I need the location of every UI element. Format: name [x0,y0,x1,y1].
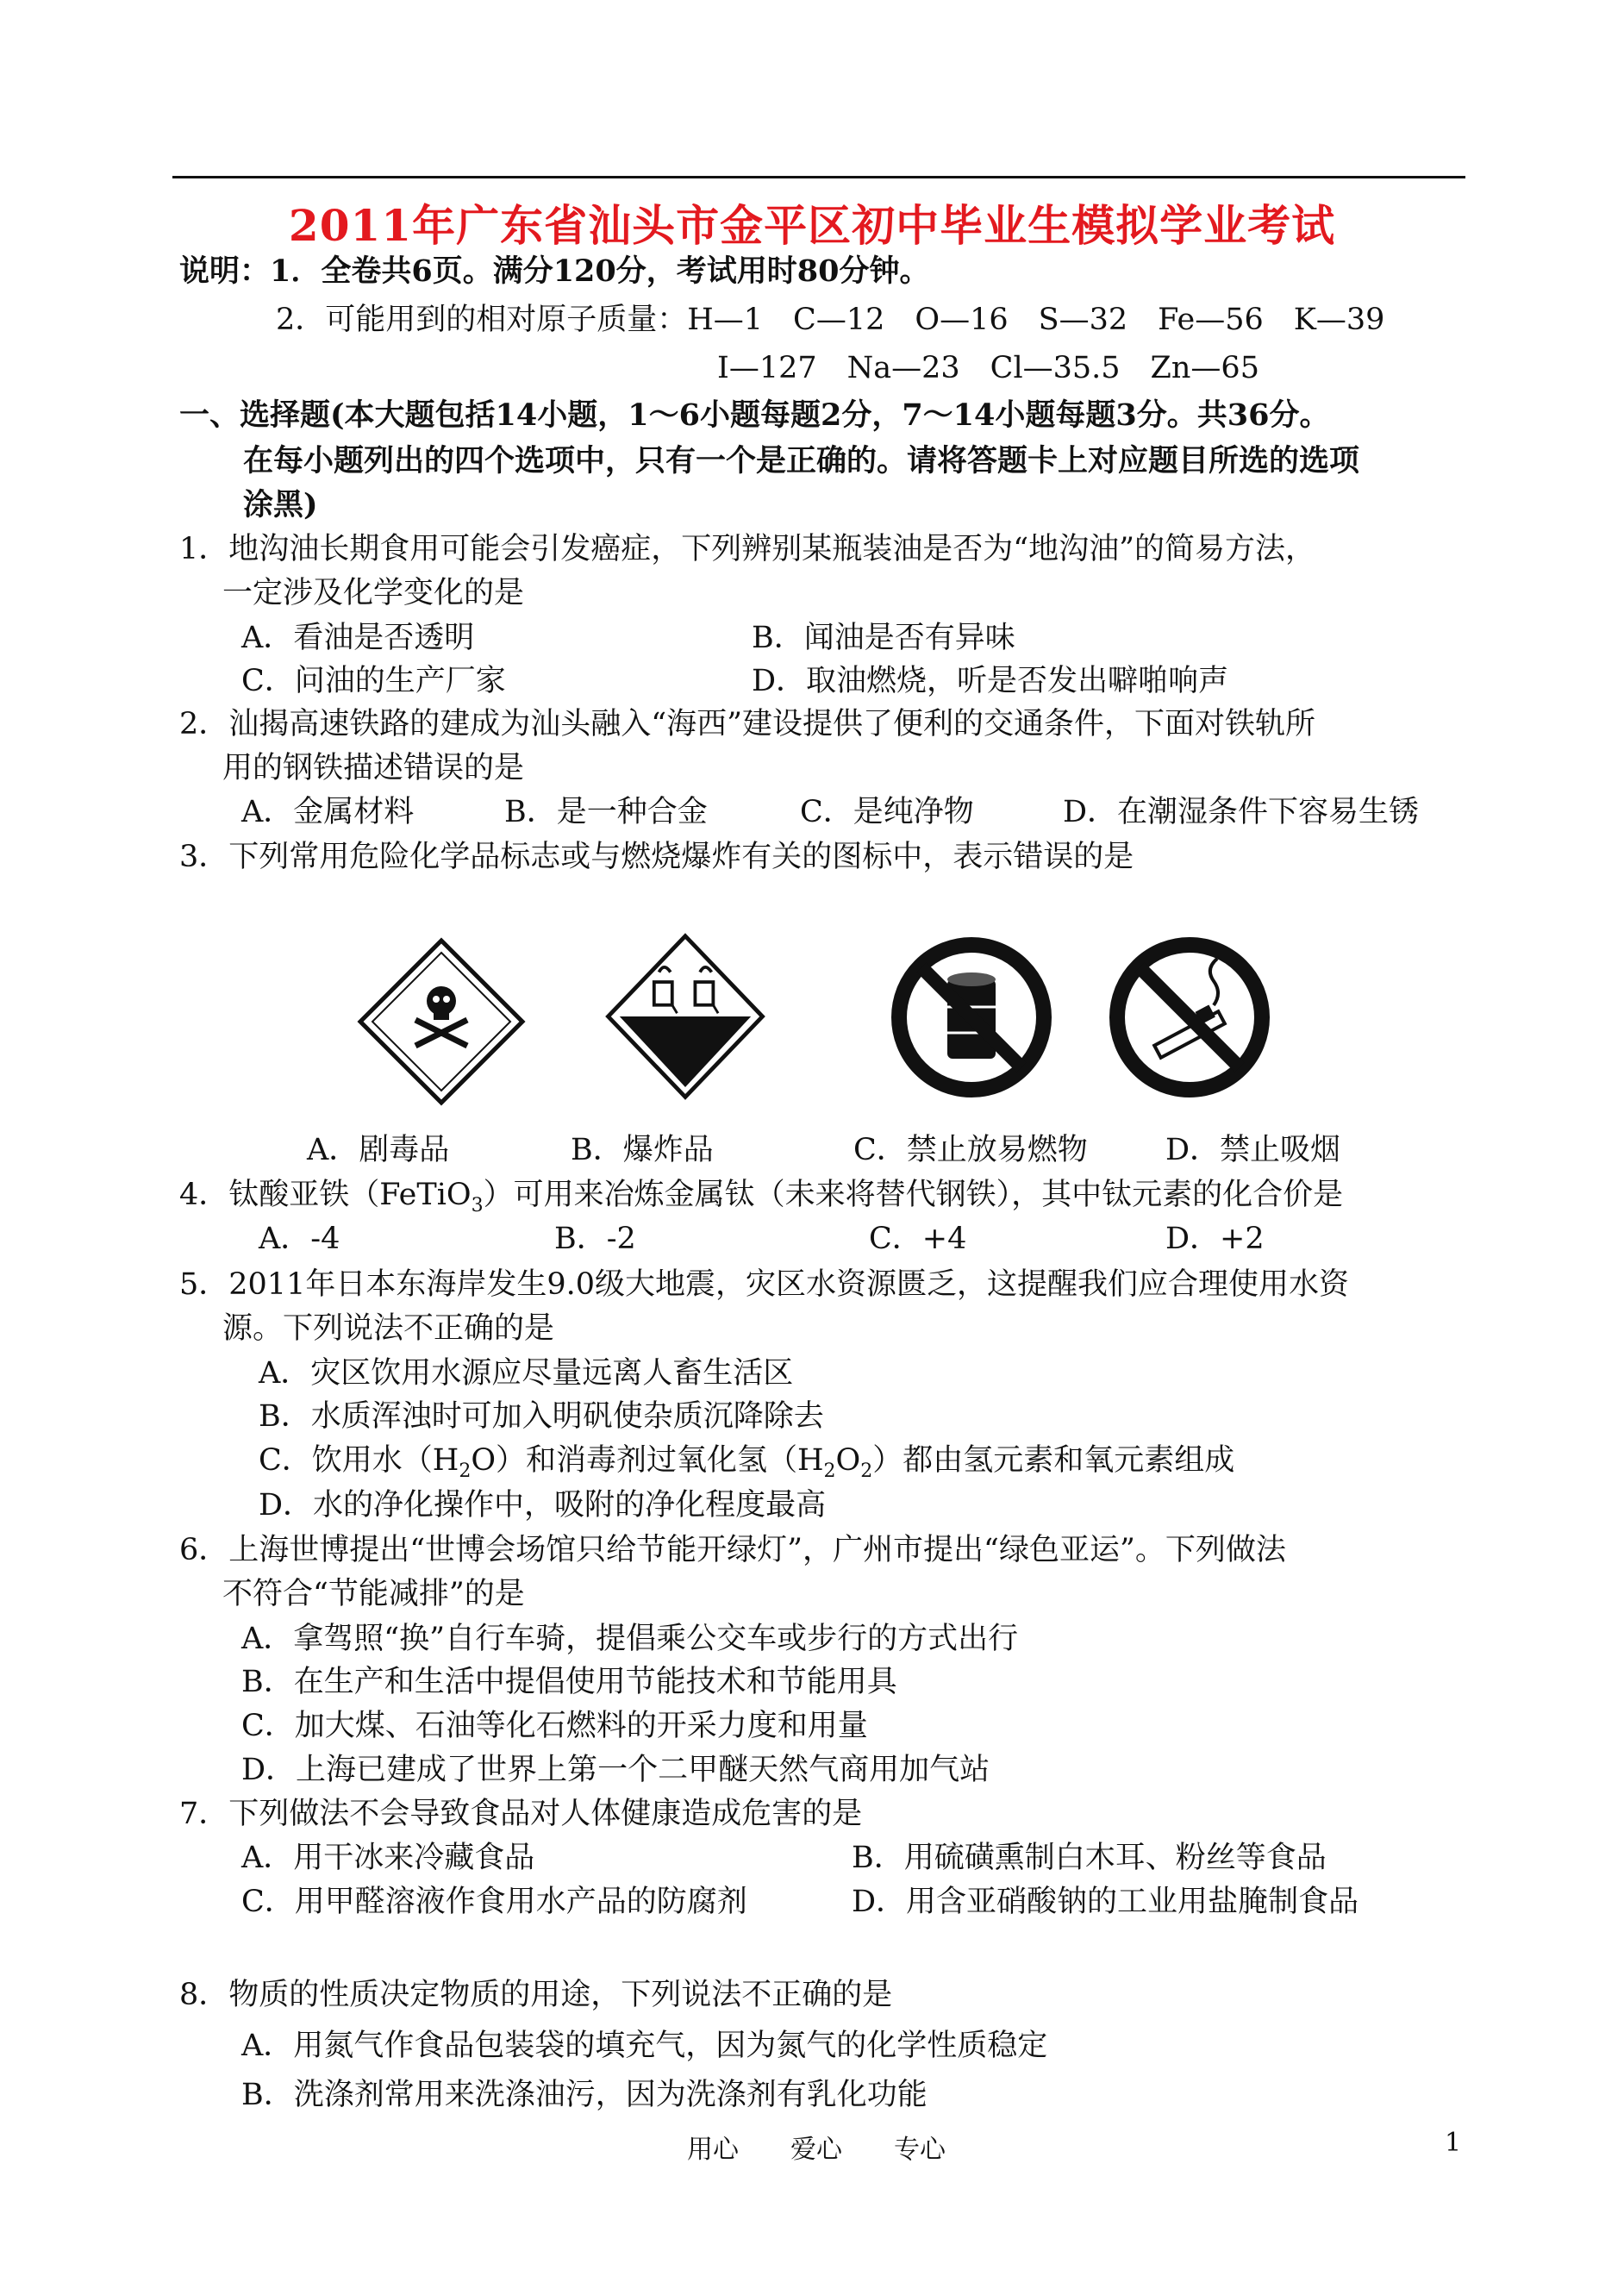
q6-option-d: D．上海已建成了世界上第一个二甲醚天然气商用加气站 [241,1753,990,1787]
q5-c-part-4: ）都由氢元素和氧元素组成 [872,1443,1235,1478]
q2-option-c: C．是纯净物 [800,795,974,829]
q3-option-c: C．禁止放易燃物 [853,1133,1088,1167]
no-flammable-materials-icon [885,931,1058,1104]
q4-subscript: 3 [471,1195,484,1216]
q7-option-d: D．用含亚硝酸钠的工业用盐腌制食品 [852,1885,1359,1919]
q5-option-a: A．灾区饮用水源应尽量远离人畜生活区 [259,1356,794,1391]
section-heading-line-1: 一、选择题(本大题包括14小题，1～6小题每题2分，7～14小题每题3分。共36分。 [179,397,1330,433]
q5-c-part-3: O [835,1443,861,1478]
q3-option-b: B．爆炸品 [571,1133,714,1167]
instructions-line-3: I—127 Na—23 Cl—35.5 Zn—65 [717,351,1259,385]
q4-option-d: D．+2 [1165,1222,1265,1256]
q5-option-b: B．水质浑浊时可加入明矾使杂质沉降除去 [259,1399,824,1434]
q5-c-part-2: O）和消毒剂过氧化氢（H [471,1443,824,1478]
instructions-line-2: 2．可能用到的相对原子质量：H—1 C—12 O—16 S—32 Fe—56 K—39 [276,303,1385,337]
q8-option-a: A．用氮气作食品包装袋的填充气，因为氮气的化学性质稳定 [241,2029,1048,2063]
q7-stem: 7．下列做法不会导致食品对人体健康造成危害的是 [179,1797,863,1831]
q5-c-part-1: C．饮用水（H [259,1443,459,1478]
q4-option-b: B．-2 [554,1222,636,1256]
q1-option-d: D．取油燃烧，听是否发出噼啪响声 [752,664,1229,698]
q5-c-sub-2: 2 [823,1460,836,1482]
footer-motto: 用心 爱心 专心 [687,2135,946,2165]
q8-stem: 8．物质的性质决定物质的用途，下列说法不正确的是 [179,1978,893,2012]
page-number: 1 [1445,2128,1462,2158]
q1-option-b: B．闻油是否有异味 [752,621,1015,655]
q4-stem [179,1176,1343,1225]
page-title: 2011年广东省汕头市金平区初中毕业生模拟学业考试 [288,200,1336,251]
q4-option-a: A．-4 [259,1222,340,1256]
q2-stem-line-1: 2．汕揭高速铁路的建成为汕头融入“海西”建设提供了便利的交通条件，下面对铁轨所 [179,707,1316,741]
q4-option-c: C．+4 [869,1222,967,1256]
q4-stem-suffix: ）可用来冶炼金属钛（未来将替代钢铁），其中钛元素的化合价是 [483,1178,1344,1212]
q7-option-a: A．用干冰来冷藏食品 [241,1841,535,1875]
q6-option-c: C．加大煤、石油等化石燃料的开采力度和用量 [241,1709,868,1743]
section-heading-line-3: 涂黑) [243,487,318,522]
q1-option-a: A．看油是否透明 [241,621,475,655]
corrosive-sign-icon [599,931,771,1104]
q7-option-c: C．用甲醛溶液作食用水产品的防腐剂 [241,1885,747,1919]
q5-c-sub-3: 2 [860,1460,873,1482]
q6-option-b: B．在生产和生活中提倡使用节能技术和节能用具 [241,1665,897,1699]
q6-option-a: A．拿驾照“换”自行车骑，提倡乘公交车或步行的方式出行 [241,1622,1019,1656]
q2-option-a: A．金属材料 [241,795,415,829]
hazard-icons-row [345,927,1293,1116]
q2-stem-line-2: 用的钢铁描述错误的是 [222,751,525,785]
q1-stem-line-1: 1．地沟油长期食用可能会引发癌症，下列辨别某瓶装油是否为“地沟油”的简易方法， [179,532,1316,566]
q2-option-d: D．在潮湿条件下容易生锈 [1063,795,1420,829]
q2-option-b: B．是一种合金 [504,795,708,829]
q3-option-d: D．禁止吸烟 [1165,1133,1341,1167]
q8-option-b: B．洗涤剂常用来洗涤油污，因为洗涤剂有乳化功能 [241,2078,928,2112]
instructions-line-1: 说明：1．全卷共6页。满分120分，考试用时80分钟。 [179,253,930,289]
q5-stem-line-2: 源。下列说法不正确的是 [222,1311,555,1346]
q1-option-c: C．问油的生产厂家 [241,664,506,698]
toxic-sign-icon [355,935,528,1108]
q1-stem-line-2: 一定涉及化学变化的是 [222,576,525,610]
header-rule [172,176,1465,178]
section-heading-line-2: 在每小题列出的四个选项中，只有一个是正确的。请将答题卡上对应题目所选的选项 [243,443,1360,478]
no-smoking-icon [1103,931,1276,1104]
q5-stem-line-1: 5．2011年日本东海岸发生9.0级大地震，灾区水资源匮乏，这提醒我们应合理使用水资 [179,1267,1350,1302]
q3-stem: 3．下列常用危险化学品标志或与燃烧爆炸有关的图标中，表示错误的是 [179,840,1134,874]
q6-stem-line-2: 不符合“节能减排”的是 [222,1577,525,1611]
q5-option-c [259,1441,1234,1491]
q5-c-sub-1: 2 [459,1460,472,1482]
q3-option-a: A．剧毒品 [307,1133,450,1167]
q6-stem-line-1: 6．上海世博提出“世博会场馆只给节能开绿灯”，广州市提出“绿色亚运”。下列做法 [179,1533,1286,1567]
q7-option-b: B．用硫磺熏制白木耳、粉丝等食品 [852,1841,1327,1875]
q5-option-d: D．水的净化操作中，吸附的净化程度最高 [259,1488,827,1523]
q4-stem-prefix: 4．钛酸亚铁（FeTiO [179,1178,472,1212]
